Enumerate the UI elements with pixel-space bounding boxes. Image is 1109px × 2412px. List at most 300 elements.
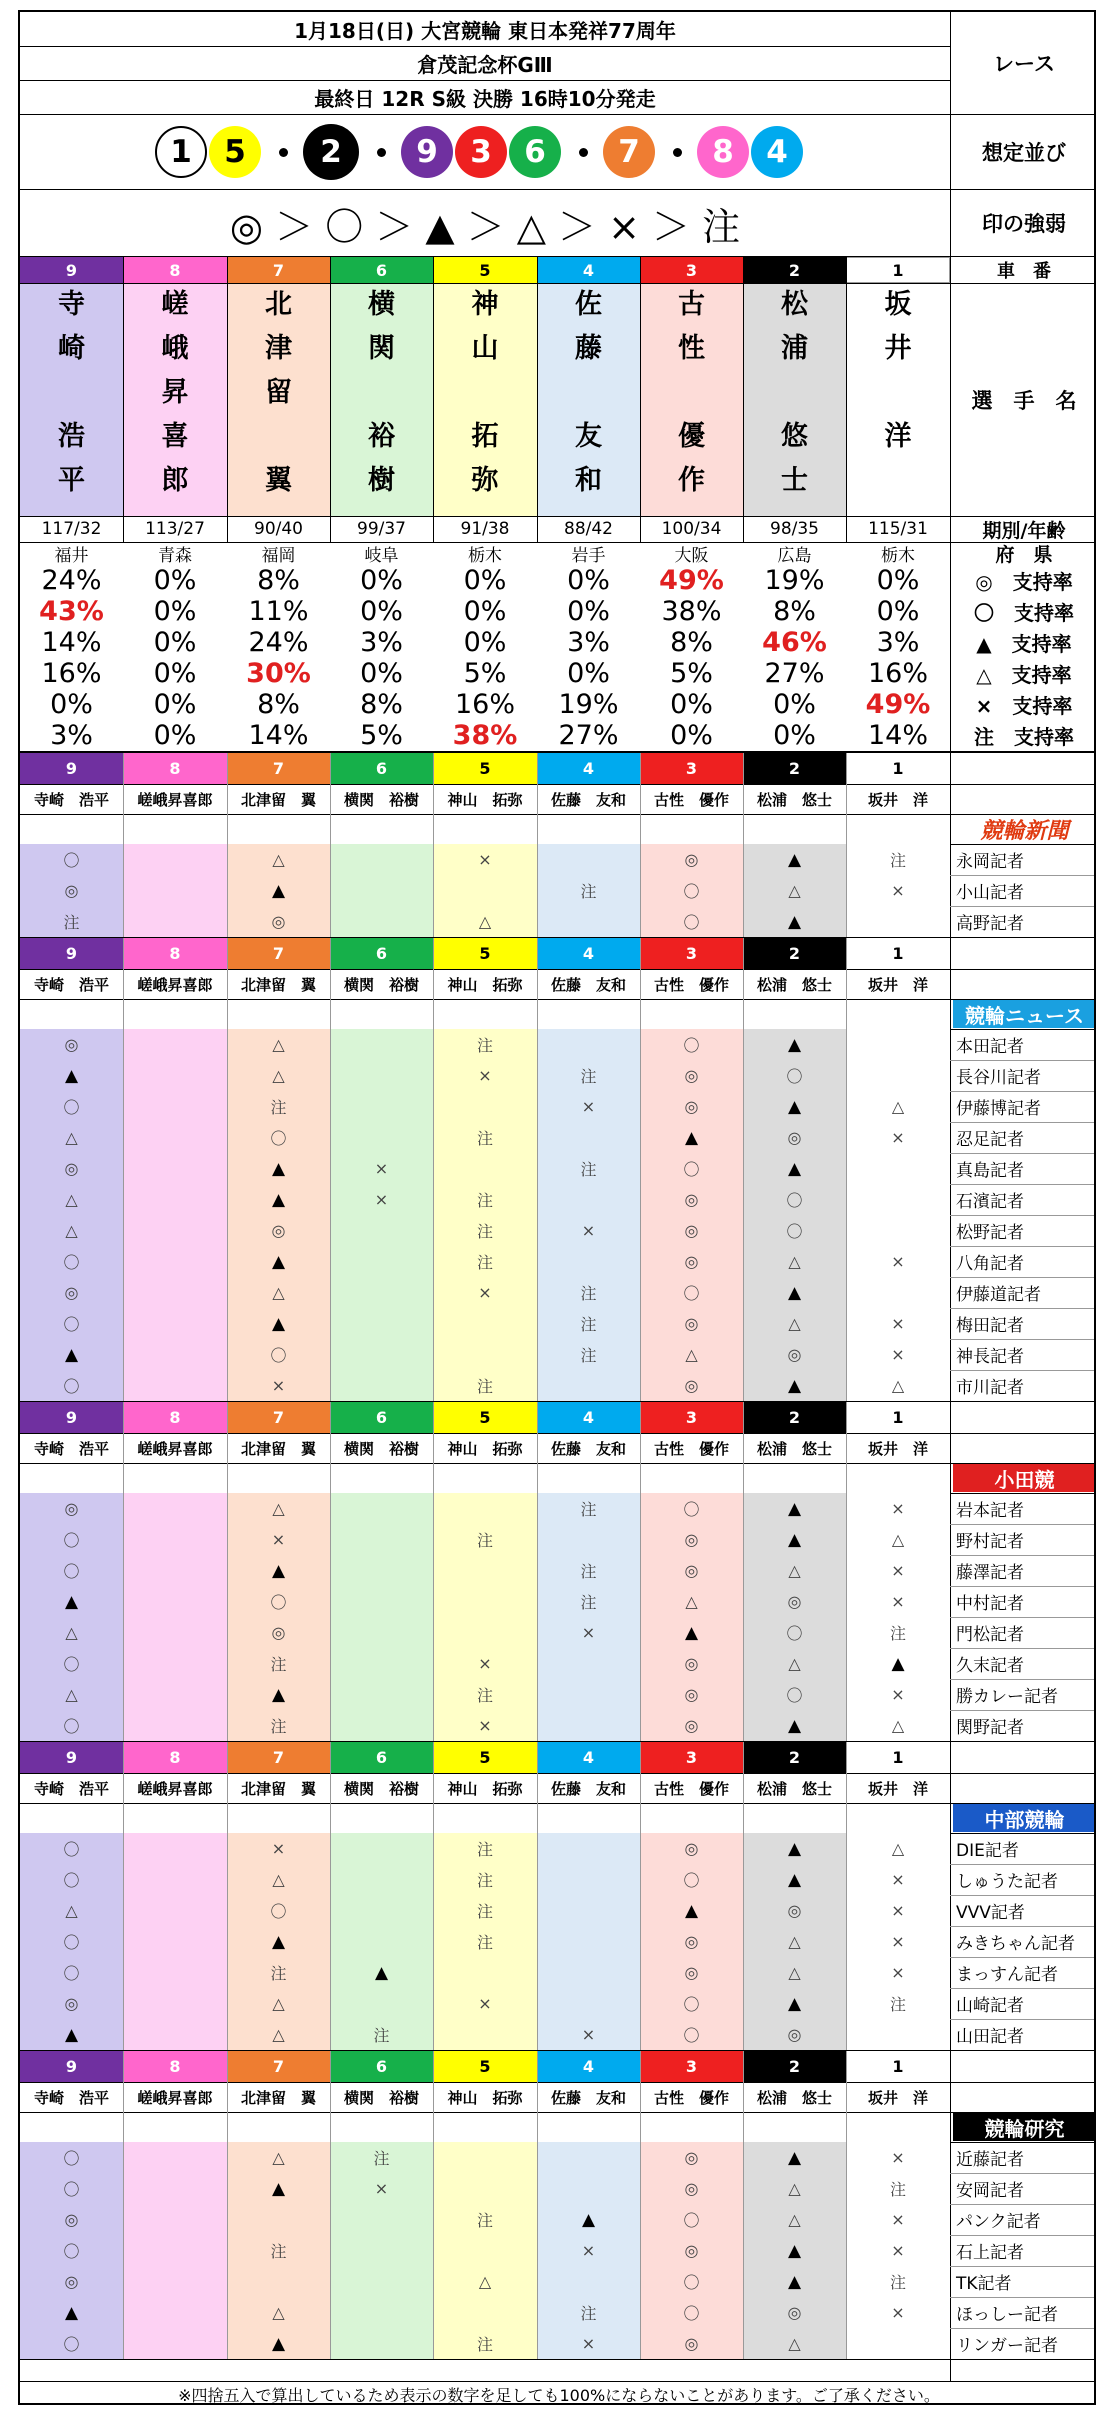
section-car-number: 5 xyxy=(433,753,537,784)
column-divider xyxy=(640,938,641,1401)
support-rate-label: 〇 支持率 xyxy=(974,601,1074,625)
column-divider xyxy=(537,1742,538,2050)
rider-prefecture: 栃木 xyxy=(468,546,502,565)
prediction-mark xyxy=(433,1957,537,1988)
rider-name-char: 喜 xyxy=(161,421,189,452)
column-divider xyxy=(743,1742,744,2050)
prediction-mark: 〇 xyxy=(20,2235,123,2266)
newspaper-logo: 競輪研究 xyxy=(953,2113,1096,2141)
reporter-name: 市川記者 xyxy=(956,1378,1024,1398)
section-car-number: 6 xyxy=(330,1402,433,1433)
column-divider xyxy=(123,753,124,937)
support-rate-value: 0% xyxy=(360,658,403,689)
prediction-mark: ▲ xyxy=(20,2297,123,2328)
rider-name-char: 浩 xyxy=(58,421,85,452)
support-rate-label: ▲ 支持率 xyxy=(976,632,1072,656)
support-rate-value: 16% xyxy=(41,658,102,689)
main-grid xyxy=(20,12,1096,2405)
class-age-label: 期別/年齢 xyxy=(982,519,1066,542)
prediction-mark: ▲ xyxy=(846,1648,950,1679)
prediction-mark xyxy=(537,2173,640,2204)
prediction-mark: × xyxy=(537,2235,640,2266)
reporter-name: 伊藤博記者 xyxy=(956,1099,1041,1119)
column-divider xyxy=(640,1402,641,1741)
newspaper-logo: 競輪新聞 xyxy=(953,815,1096,843)
prediction-mark xyxy=(846,1060,950,1091)
support-rate-value: 3% xyxy=(360,627,403,658)
rider-name-char: 崎 xyxy=(58,333,85,364)
prediction-mark: × xyxy=(433,1648,537,1679)
column-divider xyxy=(640,1742,641,2050)
car-number-9: 9 xyxy=(20,257,123,283)
section-car-number: 8 xyxy=(123,753,227,784)
prediction-mark xyxy=(330,1895,433,1926)
prediction-mark xyxy=(123,1122,227,1153)
prediction-mark: 〇 xyxy=(20,1246,123,1277)
prediction-mark xyxy=(433,1586,537,1617)
support-rate-value: 0% xyxy=(670,720,713,751)
prediction-mark xyxy=(123,1060,227,1091)
section-car-number: 4 xyxy=(537,1742,640,1773)
prediction-mark: ▲ xyxy=(537,2204,640,2235)
prediction-mark: △ xyxy=(846,1370,950,1401)
rider-class-age: 98/35 xyxy=(770,519,819,539)
section-rider-name: 横関 裕樹 xyxy=(343,1779,419,1798)
prediction-mark: 注 xyxy=(537,1277,640,1308)
column-divider xyxy=(227,753,228,937)
section-rider-name: 松浦 悠士 xyxy=(756,2088,832,2107)
prediction-mark xyxy=(537,1184,640,1215)
section-rider-name: 松浦 悠士 xyxy=(756,1439,832,1458)
rider-class-age: 99/37 xyxy=(357,519,406,539)
prediction-mark xyxy=(537,1679,640,1710)
section-car-number: 2 xyxy=(743,938,846,969)
prediction-mark xyxy=(330,2328,433,2359)
section-car-number: 2 xyxy=(743,753,846,784)
prediction-mark xyxy=(123,1339,227,1370)
prediction-mark: △ xyxy=(743,1648,846,1679)
prediction-mark xyxy=(123,875,227,906)
section-rider-name: 嵯峨昇喜郎 xyxy=(137,790,213,809)
prediction-mark: ▲ xyxy=(743,1493,846,1524)
section-rider-name: 嵯峨昇喜郎 xyxy=(137,1439,213,1458)
prediction-mark xyxy=(123,1524,227,1555)
prediction-mark: 注 xyxy=(846,1617,950,1648)
section-rider-name: 横関 裕樹 xyxy=(343,975,419,994)
prediction-mark: 〇 xyxy=(227,1339,330,1370)
section-rider-name: 佐藤 友和 xyxy=(550,790,626,809)
rider-name-char: 浦 xyxy=(781,333,808,364)
prediction-mark: ◎ xyxy=(20,1153,123,1184)
section-rider-name: 神山 拓弥 xyxy=(447,1779,523,1798)
prediction-mark: △ xyxy=(846,1833,950,1864)
rider-name-column xyxy=(330,283,433,516)
support-rate-value: 5% xyxy=(463,658,507,689)
section-rider-name: 坂井 洋 xyxy=(867,2088,928,2107)
prediction-mark: × xyxy=(846,1957,950,1988)
section-car-number: 6 xyxy=(330,753,433,784)
support-rate-value: 8% xyxy=(360,689,403,720)
prediction-mark xyxy=(433,2019,537,2050)
rider-class-age: 91/38 xyxy=(460,519,510,539)
prediction-mark: × xyxy=(846,1586,950,1617)
prediction-mark: × xyxy=(846,2235,950,2266)
section-rider-name: 横関 裕樹 xyxy=(343,1439,419,1458)
rider-name-column xyxy=(433,283,537,516)
prediction-mark: △ xyxy=(227,2142,330,2173)
support-rate-value: 0% xyxy=(463,596,507,627)
rider-name-char: 横 xyxy=(368,289,395,320)
car-number-2: 2 xyxy=(743,257,846,283)
section-car-number: 4 xyxy=(537,2051,640,2082)
prediction-mark: 〇 xyxy=(20,2142,123,2173)
prediction-mark: × xyxy=(537,2328,640,2359)
prediction-mark: ▲ xyxy=(743,2266,846,2297)
column-divider xyxy=(537,2051,538,2359)
prediction-mark: ◎ xyxy=(20,1493,123,1524)
section-car-number: 6 xyxy=(330,2051,433,2082)
prediction-mark xyxy=(330,2266,433,2297)
section-car-number: 8 xyxy=(123,1742,227,1773)
prediction-mark: 注 xyxy=(846,844,950,875)
section-car-number: 9 xyxy=(20,1742,123,1773)
prediction-mark: ▲ xyxy=(743,1864,846,1895)
prediction-mark: 注 xyxy=(433,1246,537,1277)
rider-name-char: 藤 xyxy=(575,333,602,364)
prediction-mark: ▲ xyxy=(227,1308,330,1339)
prediction-mark: 注 xyxy=(20,906,123,937)
prediction-mark: △ xyxy=(846,1091,950,1122)
prediction-mark: 注 xyxy=(537,1493,640,1524)
prediction-mark xyxy=(537,1926,640,1957)
car-number-1: 1 xyxy=(846,257,950,283)
prediction-mark: × xyxy=(537,2019,640,2050)
column-divider xyxy=(227,938,228,1401)
section-rider-name: 寺崎 浩平 xyxy=(33,975,109,994)
car-number-5: 5 xyxy=(433,257,537,283)
column-divider xyxy=(433,257,434,542)
prediction-mark: 注 xyxy=(433,1679,537,1710)
header-line2: 倉茂記念杯GⅢ xyxy=(417,52,553,77)
section-car-number: 9 xyxy=(20,2051,123,2082)
prediction-mark: ▲ xyxy=(743,844,846,875)
prediction-mark xyxy=(123,1246,227,1277)
prediction-mark: ◎ xyxy=(743,1895,846,1926)
prediction-mark: 〇 xyxy=(20,1864,123,1895)
prediction-mark: △ xyxy=(227,1864,330,1895)
prediction-mark: △ xyxy=(433,906,537,937)
section-divider xyxy=(20,1803,1096,1804)
prediction-mark xyxy=(433,1493,537,1524)
prediction-mark xyxy=(330,1833,433,1864)
reporter-name: 伊藤道記者 xyxy=(956,1285,1041,1305)
section-car-number: 8 xyxy=(123,938,227,969)
formation-car-3: 3 xyxy=(455,126,507,178)
reporter-name: 梅田記者 xyxy=(956,1316,1024,1336)
section-car-number: 8 xyxy=(123,2051,227,2082)
prediction-mark xyxy=(537,2142,640,2173)
section-rider-name: 坂井 洋 xyxy=(867,975,928,994)
prediction-mark xyxy=(537,1988,640,2019)
prediction-mark xyxy=(123,1555,227,1586)
reporter-name: 永岡記者 xyxy=(956,852,1024,872)
prediction-mark xyxy=(123,1184,227,1215)
column-divider xyxy=(123,938,124,1401)
column-divider xyxy=(227,1402,228,1741)
prediction-mark: 〇 xyxy=(743,1060,846,1091)
prediction-mark: △ xyxy=(227,1493,330,1524)
column-divider xyxy=(433,1402,434,1741)
prediction-mark: ▲ xyxy=(227,1679,330,1710)
prediction-mark: 〇 xyxy=(743,1184,846,1215)
reporter-name: 山崎記者 xyxy=(956,1996,1024,2016)
prediction-mark: ▲ xyxy=(743,2142,846,2173)
support-rate-value: 49% xyxy=(865,689,931,720)
section-car-number: 5 xyxy=(433,2051,537,2082)
prediction-mark: × xyxy=(846,1493,950,1524)
reporter-name: みきちゃん記者 xyxy=(956,1934,1075,1954)
race-label: レース xyxy=(993,52,1055,76)
formation-car-6: 6 xyxy=(509,126,561,178)
prediction-mark xyxy=(433,1555,537,1586)
rider-name-char: 友 xyxy=(575,421,602,452)
reporter-name: パンク記者 xyxy=(956,2212,1041,2232)
prediction-mark: 〇 xyxy=(640,2019,743,2050)
prediction-mark: ▲ xyxy=(743,1370,846,1401)
section-car-number: 7 xyxy=(227,1742,330,1773)
car-number-label: 車 番 xyxy=(997,261,1051,282)
prediction-mark: ▲ xyxy=(227,1246,330,1277)
prediction-mark: 注 xyxy=(433,1215,537,1246)
prediction-mark: 〇 xyxy=(640,1493,743,1524)
prediction-mark: ▲ xyxy=(743,1029,846,1060)
prediction-mark: △ xyxy=(20,1122,123,1153)
support-rate-value: 5% xyxy=(360,720,403,751)
prediction-mark: ◎ xyxy=(640,1926,743,1957)
prediction-mark: 〇 xyxy=(20,1957,123,1988)
prediction-mark: ▲ xyxy=(640,1617,743,1648)
support-rate-value: 0% xyxy=(153,689,197,720)
rider-name-char: 嵯 xyxy=(161,289,189,320)
prediction-mark xyxy=(330,1926,433,1957)
rider-class-age: 90/40 xyxy=(254,519,303,539)
prediction-mark: ◎ xyxy=(640,1833,743,1864)
prediction-mark xyxy=(433,875,537,906)
prediction-mark: 注 xyxy=(433,1370,537,1401)
newspaper-logo: 競輪ニュース xyxy=(953,1000,1096,1028)
reporter-name: 門松記者 xyxy=(956,1625,1024,1645)
rider-name-char: 悠 xyxy=(781,421,808,452)
prediction-mark: ▲ xyxy=(743,1277,846,1308)
prediction-mark: ◎ xyxy=(743,1586,846,1617)
prediction-mark xyxy=(537,1833,640,1864)
column-divider xyxy=(227,1742,228,2050)
section-car-number: 3 xyxy=(640,1402,743,1433)
formation-car-8: 8 xyxy=(697,126,749,178)
prediction-mark: × xyxy=(846,1246,950,1277)
prediction-mark xyxy=(537,1370,640,1401)
prediction-mark: × xyxy=(433,1710,537,1741)
prediction-mark: ▲ xyxy=(227,1153,330,1184)
section-rider-name: 佐藤 友和 xyxy=(550,2088,626,2107)
prediction-mark xyxy=(123,1215,227,1246)
support-rate-value: 0% xyxy=(773,689,816,720)
prediction-mark: △ xyxy=(640,1339,743,1370)
header-divider xyxy=(20,189,1096,190)
prediction-mark: △ xyxy=(743,1308,846,1339)
formation-car-1: 1 xyxy=(155,126,207,178)
section-rider-name: 北津留 翼 xyxy=(240,975,316,994)
prediction-mark: △ xyxy=(743,2204,846,2235)
prediction-mark: ◎ xyxy=(640,1957,743,1988)
prediction-mark: × xyxy=(846,1308,950,1339)
rider-name-column xyxy=(123,283,227,516)
rider-prefecture: 栃木 xyxy=(881,546,915,565)
prediction-mark: 〇 xyxy=(20,1370,123,1401)
prediction-mark xyxy=(330,1586,433,1617)
section-divider xyxy=(20,2082,1096,2083)
prediction-mark: ◎ xyxy=(743,1339,846,1370)
prediction-mark: × xyxy=(227,1370,330,1401)
prediction-mark: × xyxy=(846,1926,950,1957)
prediction-mark xyxy=(123,1277,227,1308)
prediction-mark: △ xyxy=(743,2173,846,2204)
reporter-name: 中村記者 xyxy=(956,1594,1024,1614)
support-rate-value: 3% xyxy=(567,627,610,658)
prediction-mark: 〇 xyxy=(743,1617,846,1648)
column-divider xyxy=(640,2051,641,2359)
support-rate-value: 0% xyxy=(876,596,920,627)
support-rate-value: 0% xyxy=(567,658,610,689)
prediction-mark xyxy=(846,1153,950,1184)
prediction-mark: 〇 xyxy=(20,844,123,875)
column-divider xyxy=(227,2051,228,2359)
reporter-name: 高野記者 xyxy=(956,914,1024,934)
column-divider xyxy=(537,1402,538,1741)
column-divider xyxy=(123,1742,124,2050)
prediction-mark: ◎ xyxy=(640,1524,743,1555)
prediction-mark xyxy=(330,2297,433,2328)
prediction-mark: ▲ xyxy=(743,1091,846,1122)
column-divider xyxy=(846,1742,847,2050)
prediction-mark: 〇 xyxy=(227,1586,330,1617)
car-number-3: 3 xyxy=(640,257,743,283)
section-rider-name: 神山 拓弥 xyxy=(447,790,523,809)
support-rate-value: 0% xyxy=(360,596,403,627)
section-car-number: 4 xyxy=(537,753,640,784)
marks-strength-label: 印の強弱 xyxy=(982,212,1066,236)
prediction-mark xyxy=(537,1864,640,1895)
reporter-name: 石濱記者 xyxy=(956,1192,1024,1212)
prediction-mark xyxy=(123,1710,227,1741)
header-line3: 最終日 12R S級 決勝 16時10分発走 xyxy=(314,86,656,111)
prediction-mark: × xyxy=(537,1091,640,1122)
prediction-mark: × xyxy=(846,1122,950,1153)
section-rider-name: 横関 裕樹 xyxy=(343,790,419,809)
prediction-mark xyxy=(123,1617,227,1648)
prediction-mark: 〇 xyxy=(743,1679,846,1710)
prediction-mark xyxy=(330,1648,433,1679)
prediction-mark: 〇 xyxy=(227,1122,330,1153)
column-divider xyxy=(330,1742,331,2050)
prediction-mark xyxy=(433,1091,537,1122)
section-divider xyxy=(20,784,1096,785)
prediction-mark xyxy=(330,1091,433,1122)
prediction-mark: △ xyxy=(846,1524,950,1555)
prediction-mark: ◎ xyxy=(640,1370,743,1401)
rider-name-char: 樹 xyxy=(368,465,395,496)
support-rate-value: 0% xyxy=(153,565,197,596)
support-rate-value: 0% xyxy=(463,627,507,658)
column-divider xyxy=(330,257,331,542)
prefecture-label: 府 県 xyxy=(995,544,1053,565)
prediction-mark xyxy=(123,1833,227,1864)
section-car-number: 3 xyxy=(640,2051,743,2082)
support-rate-value: 19% xyxy=(558,689,619,720)
prediction-mark xyxy=(537,844,640,875)
prediction-mark: ▲ xyxy=(20,1339,123,1370)
prediction-mark: 〇 xyxy=(640,2297,743,2328)
section-car-number: 6 xyxy=(330,1742,433,1773)
section-rider-name: 北津留 翼 xyxy=(240,2088,316,2107)
section-car-number: 7 xyxy=(227,2051,330,2082)
support-rate-value: 0% xyxy=(773,720,816,751)
rider-name-char: 裕 xyxy=(368,421,395,452)
section-divider xyxy=(20,2112,1096,2113)
prediction-mark: ◎ xyxy=(20,2204,123,2235)
row-divider xyxy=(20,542,1096,543)
row-divider xyxy=(20,516,1096,517)
column-divider xyxy=(846,1402,847,1741)
reporter-name: 勝カレー記者 xyxy=(956,1687,1058,1707)
prediction-mark xyxy=(123,1864,227,1895)
prediction-mark: △ xyxy=(846,1710,950,1741)
section-rider-name: 嵯峨昇喜郎 xyxy=(137,975,213,994)
rider-name-char: 和 xyxy=(575,465,602,496)
support-rate-value: 0% xyxy=(463,565,507,596)
prediction-mark xyxy=(330,2235,433,2266)
prediction-mark xyxy=(123,1153,227,1184)
prediction-mark xyxy=(123,1957,227,1988)
rider-class-age: 100/34 xyxy=(661,519,722,539)
section-car-number: 3 xyxy=(640,1742,743,1773)
section-car-number: 1 xyxy=(846,1402,950,1433)
prediction-mark xyxy=(330,1277,433,1308)
reporter-name: 神長記者 xyxy=(956,1347,1024,1367)
prediction-mark xyxy=(123,844,227,875)
prediction-mark: 注 xyxy=(227,1710,330,1741)
prediction-mark: 注 xyxy=(227,1648,330,1679)
prediction-mark: 注 xyxy=(537,1308,640,1339)
prediction-mark: ◎ xyxy=(640,2173,743,2204)
support-rate-value: 8% xyxy=(257,565,300,596)
support-rate-value: 49% xyxy=(659,565,724,596)
section-car-number: 1 xyxy=(846,753,950,784)
section-rider-name: 古性 優作 xyxy=(653,975,729,994)
rider-name-char: 山 xyxy=(471,333,499,364)
rider-prefecture: 福岡 xyxy=(261,546,296,565)
reporter-name: TK記者 xyxy=(956,2274,1012,2294)
prediction-mark: ▲ xyxy=(743,1710,846,1741)
reporter-name: ほっしー記者 xyxy=(956,2305,1058,2325)
prediction-mark: × xyxy=(537,1215,640,1246)
prediction-mark xyxy=(330,1524,433,1555)
support-rate-value: 8% xyxy=(257,689,300,720)
prediction-mark: × xyxy=(846,1339,950,1370)
column-divider xyxy=(640,257,641,542)
prediction-mark xyxy=(846,1215,950,1246)
section-rider-name: 寺崎 浩平 xyxy=(33,1779,109,1798)
